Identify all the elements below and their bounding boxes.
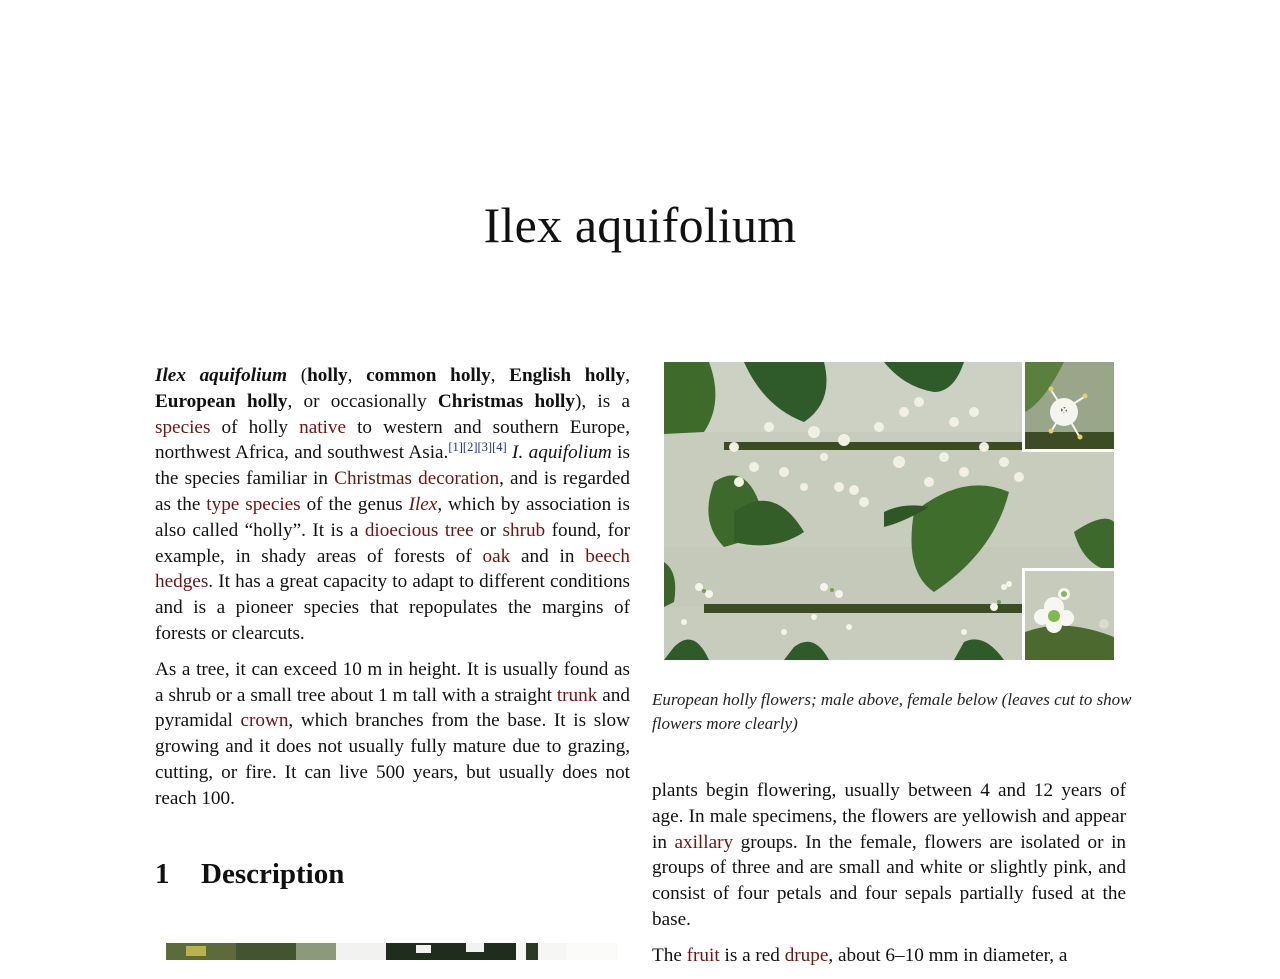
- text: and in: [510, 545, 586, 567]
- text: The: [652, 944, 687, 966]
- link-species[interactable]: species: [155, 416, 211, 438]
- text: , and is regarded as the: [155, 468, 630, 515]
- fruit-paragraph: [652, 943, 1126, 969]
- section-number: 1: [155, 858, 170, 890]
- intro-column: [155, 363, 630, 822]
- text: , which branches from the base. It is slow growing and it does not usually fully mature due to grazing, cutting, or fire. It can live 500 years, but usually does not reach 100.: [155, 710, 630, 809]
- link-dioecious[interactable]: dioecious: [364, 519, 439, 541]
- text: ), is a: [574, 390, 630, 412]
- species-name: Ilex aquifolium: [155, 365, 288, 386]
- link-crown[interactable]: crown: [240, 710, 289, 732]
- text: ,: [625, 365, 631, 386]
- description-right-column: [652, 778, 1126, 979]
- text: and pyramidal: [155, 684, 630, 732]
- link-oak[interactable]: oak: [482, 545, 511, 567]
- text: (: [287, 365, 308, 386]
- link-drupe[interactable]: drupe: [784, 944, 829, 966]
- text: , or occasionally: [287, 390, 438, 412]
- text: plants begin flowering, usually between 4 and 12 years of age. In male specimens, the flowers are yellowish and appear in: [652, 780, 1126, 853]
- holly-flowers-illustration: [664, 362, 1114, 660]
- link-fruit[interactable]: fruit: [686, 944, 720, 966]
- link-tree[interactable]: tree: [444, 519, 474, 541]
- text: , which by association is also called “holly”. It is a: [155, 493, 630, 541]
- link-type-species[interactable]: type species: [206, 493, 301, 515]
- link-axillary[interactable]: axillary: [674, 831, 734, 853]
- text: . It has a great capacity to adapt to different conditions and is a pioneer species that repopulates the margins of forests or clearcuts.: [155, 571, 630, 644]
- text: of the genus: [300, 493, 409, 515]
- common-name-common-holly: common holly: [366, 365, 491, 386]
- section-heading-description: [155, 858, 344, 891]
- link-native[interactable]: native: [299, 416, 346, 438]
- text: to western and southern Europe, northwest Africa, and southwest Asia.: [155, 416, 630, 464]
- holly-tree-image: [166, 943, 618, 960]
- text: As a tree, it can exceed 10 m in height. It is usually found as a shrub or a small tree about 1 m tall with a straight: [155, 658, 630, 706]
- link-ilex-text: Ilex: [408, 493, 438, 515]
- text: ,: [490, 365, 510, 386]
- link-ilex[interactable]: [409, 494, 438, 515]
- intro-paragraph-2: [155, 657, 630, 812]
- text: is the species familiar in: [155, 442, 630, 490]
- text: ,: [347, 365, 367, 386]
- common-name-european-holly: European holly: [155, 390, 288, 412]
- link-beech[interactable]: beech: [585, 545, 630, 567]
- holly-foliage-illustration: [166, 943, 618, 960]
- text: or: [473, 519, 503, 541]
- text: is a red: [719, 944, 785, 966]
- figure-caption: European holly flowers; male above, female below (leaves cut to show flowers more clearly): [652, 690, 1132, 733]
- section-title: Description: [201, 858, 345, 890]
- link-shrub[interactable]: shrub: [502, 519, 546, 541]
- holly-flowers-image: [664, 362, 1114, 660]
- text: , about 6–10 mm in diameter, a: [828, 944, 1068, 966]
- page-title: Ilex aquifolium: [483, 197, 797, 253]
- intro-paragraph-1: [155, 363, 630, 647]
- link-hedges[interactable]: hedges: [155, 571, 209, 593]
- text: groups. In the female, flowers are isolated or in groups of three and are small and white or slightly pink, and consist of four petals and four sepals partially fused at the base.: [652, 831, 1126, 930]
- common-name-christmas-holly: Christmas holly: [437, 390, 575, 412]
- species-abbrev: I. aquifolium: [506, 442, 612, 464]
- link-christmas-decoration[interactable]: Christmas decoration: [334, 468, 500, 490]
- link-trunk[interactable]: trunk: [556, 684, 598, 706]
- common-name-english-holly: English holly: [509, 365, 626, 386]
- flowering-paragraph: [652, 778, 1126, 933]
- text: found, for example, in shady areas of forests of: [155, 519, 631, 567]
- citation-links[interactable]: [1][2][3][4]: [448, 440, 507, 455]
- common-name-holly: holly: [307, 365, 348, 386]
- text: of holly: [210, 416, 300, 438]
